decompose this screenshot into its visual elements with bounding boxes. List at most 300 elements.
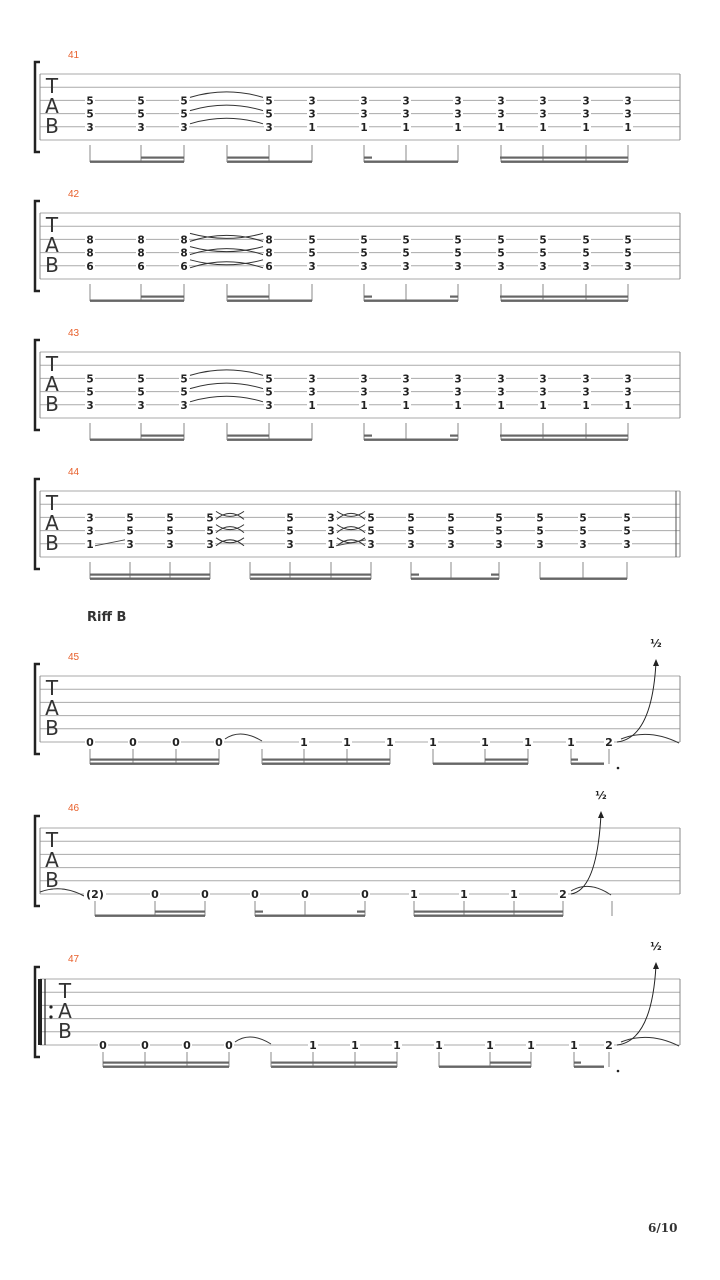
fret-number: 5 [360,234,368,247]
beam-partial [450,435,458,437]
beam [364,161,458,163]
fret-number: 3 [497,373,505,386]
fret-number: 5 [536,512,544,525]
measure-number: 42 [68,189,80,200]
fret-number: 3 [308,108,316,121]
tie-arc [190,118,263,124]
beam [540,578,627,580]
beam [103,1066,229,1068]
fret-number: 1 [402,399,410,412]
fret-number: 3 [367,538,375,551]
beam-partial [364,296,372,298]
tab-clef-letter: B [45,531,59,555]
fret-number: 3 [624,373,632,386]
fret-number: 1 [624,399,632,412]
repeat-thick-bar [38,979,42,1045]
fret-number: 3 [454,95,462,108]
tab-system-42 [35,189,680,302]
tab-clef-letter: A [45,372,59,396]
fret-number: 5 [206,525,214,538]
beam-secondary [90,759,219,761]
fret-number: 5 [180,95,188,108]
tab-clef-letter: A [45,94,59,118]
fret-number: 1 [486,1039,494,1052]
fret-number: 3 [402,373,410,386]
fret-number: 1 [86,538,94,551]
fret-number: 0 [215,736,223,749]
fret-number: 3 [582,373,590,386]
fret-number: 5 [86,108,94,121]
beam [414,915,563,917]
fret-number: 3 [360,95,368,108]
fret-number: 3 [539,373,547,386]
fret-number: 3 [402,260,410,273]
dot [617,1070,620,1073]
beam-secondary [490,1062,531,1064]
fret-number: 5 [308,234,316,247]
beam-secondary [90,574,210,576]
tab-system-41 [35,50,680,163]
fret-number: 0 [99,1039,107,1052]
beam [227,439,312,441]
fret-number: 8 [265,234,273,247]
fret-number: 3 [407,538,415,551]
beam [90,578,210,580]
fret-number: 3 [327,525,335,538]
fret-number: 3 [582,108,590,121]
fret-number: 3 [539,386,547,399]
fret-number: 3 [126,538,134,551]
beam-secondary [141,435,184,437]
fret-number: 3 [137,399,145,412]
tab-system-46 [35,789,680,917]
fret-number: 1 [582,399,590,412]
fret-number: 5 [308,247,316,260]
fret-number: 0 [201,888,209,901]
fret-number: 5 [497,234,505,247]
tie-arc [190,396,263,402]
beam [574,1066,604,1068]
fret-number: 0 [251,888,259,901]
system-bracket [35,664,40,754]
fret-number: 8 [265,247,273,260]
tie-arc [190,105,263,111]
bend-amount: ½ [595,789,607,802]
beam [501,161,628,163]
tab-clef-letter: B [45,716,59,740]
fret-number: 1 [308,121,316,134]
fret-number: 6 [265,260,273,273]
fret-number: 3 [166,538,174,551]
measure-number: 47 [68,954,80,965]
fret-number: 5 [360,247,368,260]
fret-number: 5 [623,512,631,525]
fret-number: 1 [393,1039,401,1052]
system-bracket [35,816,40,906]
beam-secondary [414,911,563,913]
tab-clef-letter: A [45,848,59,872]
fret-number: 0 [183,1039,191,1052]
beam [433,763,528,765]
fret-number: 3 [265,121,273,134]
beam [364,300,458,302]
beam [250,578,371,580]
fret-number: 3 [624,95,632,108]
fret-number: 3 [624,108,632,121]
fret-number: 5 [624,247,632,260]
fret-number: 0 [361,888,369,901]
fret-number: 3 [497,260,505,273]
tab-clef-letter: T [58,979,72,1003]
fret-number: 3 [539,95,547,108]
fret-number: 3 [308,386,316,399]
system-bracket [35,340,40,430]
fret-number: 3 [497,95,505,108]
beam-partial [411,574,419,576]
beam-partial [357,911,365,913]
fret-number: 1 [454,121,462,134]
fret-number: 1 [582,121,590,134]
page-number: 6/10 [648,1221,678,1235]
bend-amount: ½ [650,637,662,650]
fret-number: 5 [402,247,410,260]
tab-clef-letter: T [45,74,59,98]
tab-clef-letter: B [45,392,59,416]
fret-number: 5 [582,234,590,247]
fret-number: 3 [623,538,631,551]
measure-number: 46 [68,803,80,814]
tab-clef-letter: T [45,213,59,237]
fret-number: 3 [454,373,462,386]
beam [255,915,365,917]
tie-arc [40,889,84,896]
fret-number: 1 [460,888,468,901]
fret-number: 5 [86,95,94,108]
fret-number: 8 [86,234,94,247]
fret-number: 3 [582,95,590,108]
beam-secondary [155,911,205,913]
bend-arrow [598,811,604,818]
fret-number: 1 [624,121,632,134]
fret-number: 5 [582,247,590,260]
fret-number: (2) [86,888,104,901]
fret-number: 1 [454,399,462,412]
fret-number: 3 [360,260,368,273]
beam [90,161,184,163]
tab-clef-letter: B [45,868,59,892]
fret-number: 5 [180,386,188,399]
tie-arc [190,383,263,389]
beam-secondary [574,1062,581,1064]
beam-secondary [500,435,628,437]
fret-number: 1 [327,538,335,551]
fret-number: 3 [454,108,462,121]
beam [262,763,390,765]
fret-number: 5 [126,525,134,538]
fret-number: 3 [206,538,214,551]
beam [227,161,312,163]
beam-secondary [571,759,578,761]
fret-number: 1 [360,399,368,412]
fret-number: 3 [495,538,503,551]
fret-number: 2 [559,888,567,901]
beam-partial [364,157,372,159]
beam [439,1066,531,1068]
fret-number: 5 [495,525,503,538]
fret-number: 3 [402,108,410,121]
beam-secondary [227,157,269,159]
fret-number: 1 [309,1039,317,1052]
fret-number: 5 [454,247,462,260]
fret-number: 1 [539,121,547,134]
beam-secondary [141,296,184,298]
fret-number: 6 [137,260,145,273]
fret-number: 5 [180,108,188,121]
fret-number: 3 [86,121,94,134]
tab-clef-letter: B [45,253,59,277]
fret-number: 5 [126,512,134,525]
fret-number: 5 [286,512,294,525]
fret-number: 3 [582,260,590,273]
dot [617,767,620,770]
fret-number: 5 [180,373,188,386]
fret-number: 5 [367,525,375,538]
tie-arc [235,1037,271,1044]
fret-number: 2 [605,736,613,749]
tab-system-44 [35,467,680,580]
fret-number: 3 [582,386,590,399]
tab-clef-letter: T [45,676,59,700]
beam-partial [491,574,499,576]
fret-number: 3 [402,95,410,108]
beam-secondary [250,574,371,576]
fret-number: 0 [129,736,137,749]
fret-number: 3 [539,260,547,273]
fret-number: 0 [172,736,180,749]
fret-number: 3 [86,525,94,538]
fret-number: 3 [286,538,294,551]
fret-number: 1 [497,121,505,134]
fret-number: 8 [137,247,145,260]
fret-number: 8 [137,234,145,247]
beam [95,915,205,917]
fret-number: 1 [386,736,394,749]
beam-secondary [262,759,390,761]
fret-number: 5 [166,512,174,525]
fret-number: 1 [351,1039,359,1052]
system-bracket [35,62,40,152]
slide-line [95,540,125,546]
fret-number: 1 [308,399,316,412]
fret-number: 1 [497,399,505,412]
repeat-dot [49,1015,52,1018]
fret-number: 0 [86,736,94,749]
tie-arc [190,92,263,98]
fret-number: 8 [86,247,94,260]
tab-clef-letter: A [45,696,59,720]
tab-clef-letter: T [45,352,59,376]
fret-number: 3 [308,95,316,108]
fret-number: 3 [308,260,316,273]
fret-number: 3 [327,512,335,525]
beam [90,763,219,765]
fret-number: 1 [435,1039,443,1052]
fret-number: 5 [454,234,462,247]
fret-number: 5 [539,247,547,260]
fret-number: 5 [166,525,174,538]
fret-number: 1 [524,736,532,749]
beam [271,1066,397,1068]
fret-number: 1 [527,1039,535,1052]
fret-number: 6 [180,260,188,273]
fret-number: 5 [137,108,145,121]
fret-number: 5 [137,386,145,399]
measure-number: 45 [68,652,80,663]
fret-number: 3 [86,512,94,525]
tab-clef-letter: A [45,233,59,257]
beam-secondary [227,296,269,298]
fret-number: 3 [624,260,632,273]
tab-system-47 [35,940,680,1072]
fret-number: 5 [286,525,294,538]
fret-number: 3 [360,373,368,386]
fret-number: 5 [86,386,94,399]
fret-number: 1 [570,1039,578,1052]
fret-number: 3 [86,399,94,412]
fret-number: 3 [265,399,273,412]
fret-number: 3 [497,386,505,399]
tie-arc [225,734,262,741]
bend-arrow [653,659,659,666]
fret-number: 5 [265,108,273,121]
measure-number: 41 [68,50,80,61]
fret-number: 8 [180,247,188,260]
fret-number: 1 [510,888,518,901]
fret-number: 5 [367,512,375,525]
beam [90,439,184,441]
beam [90,300,184,302]
beam-secondary [141,157,184,159]
beam-partial [364,435,372,437]
fret-number: 5 [497,247,505,260]
beam-secondary [500,157,628,159]
tab-system-43 [35,328,680,441]
tab-clef-letter: B [58,1019,72,1043]
beam [501,300,628,302]
fret-number: 5 [447,525,455,538]
fret-number: 0 [141,1039,149,1052]
fret-number: 5 [407,512,415,525]
fret-number: 5 [265,386,273,399]
beam-partial [255,911,263,913]
fret-number: 1 [360,121,368,134]
fret-number: 5 [447,512,455,525]
bend-arrow [653,962,659,969]
tab-clef-letter: B [45,114,59,138]
fret-number: 1 [481,736,489,749]
tab-clef-letter: A [58,999,72,1023]
fret-number: 3 [137,121,145,134]
beam [571,763,604,765]
tie-arc [190,370,263,376]
fret-number: 3 [402,386,410,399]
fret-number: 5 [137,95,145,108]
fret-number: 5 [407,525,415,538]
fret-number: 5 [86,373,94,386]
fret-number: 0 [301,888,309,901]
beam [411,578,499,580]
beam [501,439,628,441]
section-label: Riff B [87,610,127,625]
fret-number: 0 [151,888,159,901]
tab-clef-letter: A [45,511,59,535]
fret-number: 1 [300,736,308,749]
fret-number: 5 [495,512,503,525]
fret-number: 1 [539,399,547,412]
tab-clef-letter: T [45,828,59,852]
fret-number: 5 [265,95,273,108]
beam-partial [450,296,458,298]
repeat-dot [49,1005,52,1008]
fret-number: 3 [180,399,188,412]
fret-number: 0 [225,1039,233,1052]
fret-number: 3 [454,260,462,273]
fret-number: 1 [410,888,418,901]
fret-number: 3 [454,386,462,399]
fret-number: 3 [539,108,547,121]
fret-number: 5 [536,525,544,538]
tab-system-45 [35,637,680,769]
beam [227,300,312,302]
beam-secondary [227,435,269,437]
fret-number: 3 [360,108,368,121]
beam-secondary [103,1062,229,1064]
measure-number: 44 [68,467,80,478]
system-bracket [35,201,40,291]
fret-number: 5 [623,525,631,538]
fret-number: 5 [265,373,273,386]
system-bracket [35,479,40,569]
tab-clef-letter: T [45,491,59,515]
beam-secondary [500,296,628,298]
fret-number: 3 [447,538,455,551]
fret-number: 5 [579,525,587,538]
fret-number: 5 [206,512,214,525]
beam [364,439,458,441]
fret-number: 6 [86,260,94,273]
fret-number: 8 [180,234,188,247]
fret-number: 5 [402,234,410,247]
bend-amount: ½ [650,940,662,953]
fret-number: 3 [624,386,632,399]
fret-number: 3 [536,538,544,551]
fret-number: 1 [429,736,437,749]
fret-number: 5 [624,234,632,247]
measure-number: 43 [68,328,80,339]
fret-number: 3 [360,386,368,399]
fret-number: 5 [579,512,587,525]
fret-number: 3 [579,538,587,551]
fret-number: 5 [137,373,145,386]
fret-number: 3 [497,108,505,121]
beam-secondary [485,759,528,761]
fret-number: 2 [605,1039,613,1052]
fret-number: 5 [539,234,547,247]
fret-number: 1 [402,121,410,134]
fret-number: 3 [180,121,188,134]
beam-secondary [271,1062,397,1064]
fret-number: 1 [567,736,575,749]
